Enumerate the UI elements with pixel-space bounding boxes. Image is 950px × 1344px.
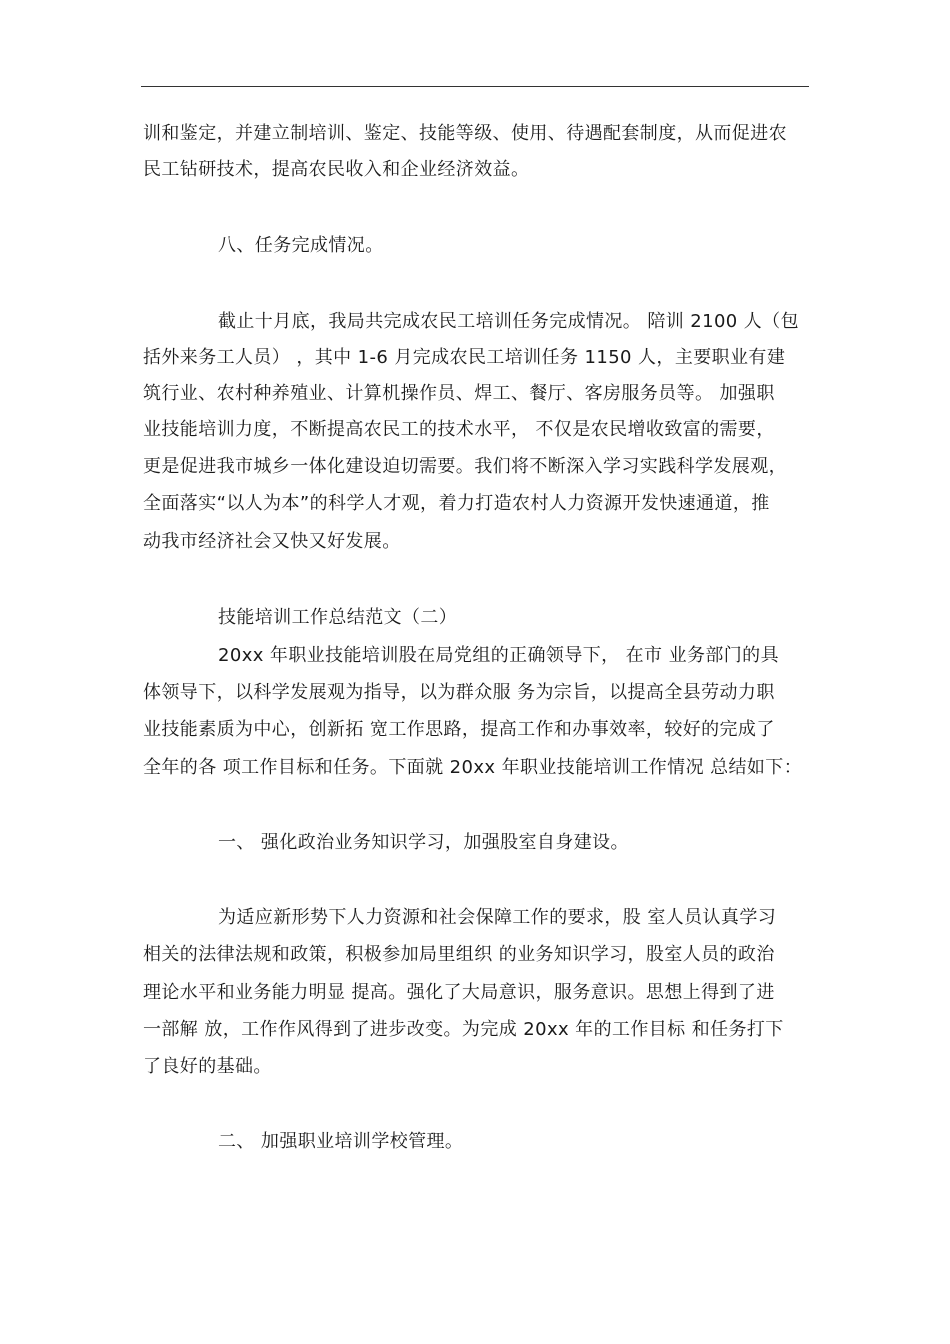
paragraph-line: 全年的各 项工作目标和任务。下面就 20xx 年职业技能培训工作情况 总结如下： [143,757,803,778]
paragraph-line: 理论水平和业务能力明显 提高。强化了大局意识，服务意识。思想上得到了进 [143,982,775,1003]
paragraph-line: 筑行业、农村种养殖业、计算机操作员、焊工、餐厅、客房服务员等。 加强职 [143,383,775,404]
paragraph-line: 动我市经济社会又快又好发展。 [143,531,401,552]
paragraph-line: 20xx 年职业技能培训股在局党组的正确领导下， 在市 业务部门的具 [218,645,779,666]
paragraph-line: 业技能素质为中心，创新拓 宽工作思路，提高工作和办事效率，较好的完成了 [143,719,775,740]
paragraph-line: 全面落实“以人为本”的科学人才观，着力打造农村人力资源开发快速通道，推 [143,493,770,514]
paragraph-line: 截止十月底，我局共完成农民工培训任务完成情况。 陪训 2100 人（包 [218,311,799,332]
section-heading: 二、 加强职业培训学校管理。 [218,1131,464,1152]
article-title: 技能培训工作总结范文（二） [218,607,458,628]
paragraph-line: 体领导下，以科学发展观为指导，以为群众服 务为宗旨，以提高全县劳动力职 [143,682,775,703]
paragraph-line: 括外来务工人员） ，其中 1-6 月完成农民工培训任务 1150 人，主要职业有建 [143,347,786,368]
paragraph-line: 一部解 放，工作作风得到了进步改变。为完成 20xx 年的工作目标 和任务打下 [143,1019,784,1040]
paragraph-line: 了良好的基础。 [143,1056,272,1077]
paragraph-line: 更是促进我市城乡一体化建设迫切需要。我们将不断深入学习实践科学发展观， [143,456,787,477]
paragraph-line: 为适应新形势下人力资源和社会保障工作的要求，股 室人员认真学习 [218,907,777,928]
paragraph-line: 民工钻研技术，提高农民收入和企业经济效益。 [143,159,530,180]
paragraph-line: 相关的法律法规和政策，积极参加局里组织 的业务知识学习，股室人员的政治 [143,944,775,965]
paragraph-line: 业技能培训力度，不断提高农民工的技术水平， 不仅是农民增收致富的需要， [143,419,775,440]
header-rule [141,86,809,87]
section-heading: 一、 强化政治业务知识学习，加强股室自身建设。 [218,832,629,853]
paragraph-line: 训和鉴定，并建立制培训、鉴定、技能等级、使用、待遇配套制度，从而促进农 [143,123,787,144]
section-heading: 八、任务完成情况。 [218,235,384,256]
